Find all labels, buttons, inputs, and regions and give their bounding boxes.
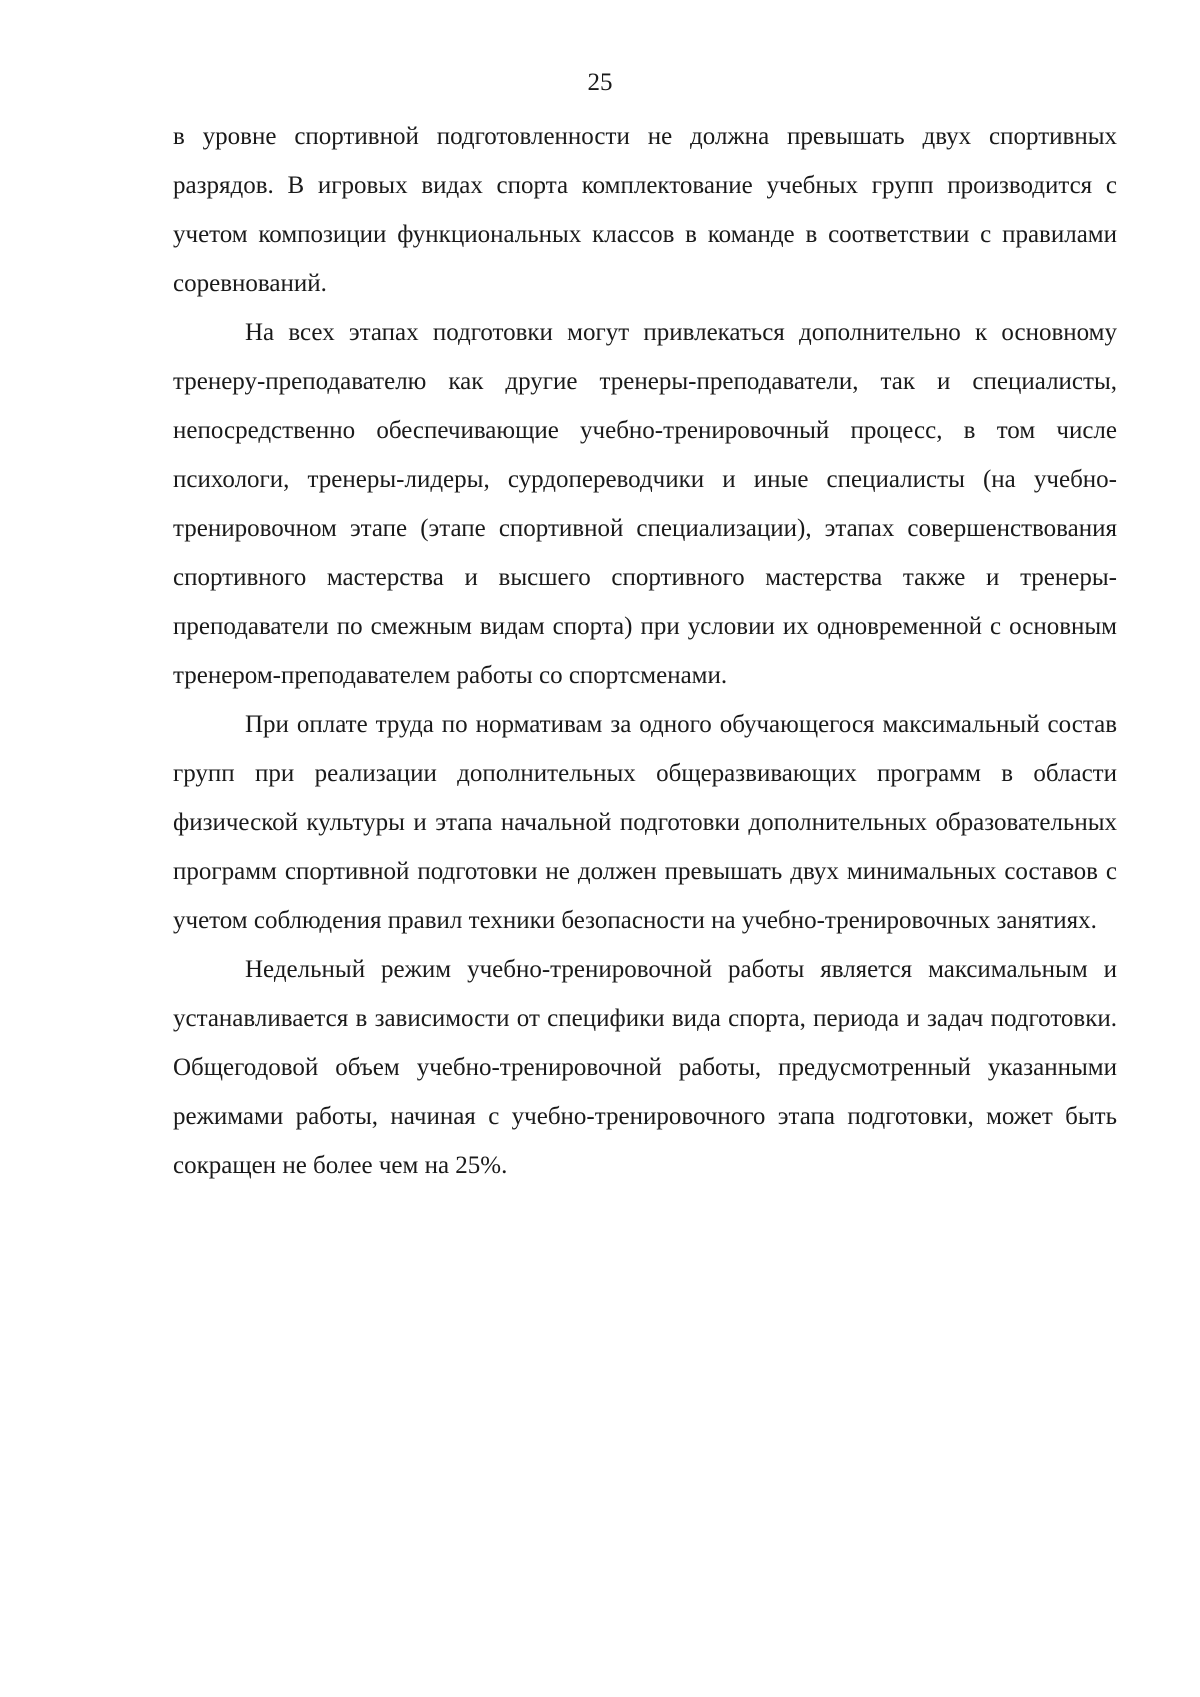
paragraph-support-staff: На всех этапах подготовки могут привлекаться дополнительно к основному тренеру-преподавателю как другие тренеры-преподаватели, так и специалисты, непосредственно обеспечивающие учебно-тренировочный процесс, в том числе психологи, тренеры-лидеры, сурдопереводчики и иные специалисты (на учебно-тренировочном этапе (этапе спортивной специализации), этапах совершенствования спортивного мастерства и высшего спортивного мастерства также и тренеры-преподаватели по смежным видам спорта) при условии их одновременной с основным тренером-преподавателем работы со спортсменами.	[173, 319, 1117, 689]
paragraph-weekly-regime: Недельный режим учебно-тренировочной работы является максимальным и устанавливается в зависимости от специфики вида спорта, периода и задач подготовки. Общегодовой объем учебно-тренировочной работы, предусмотренный указанными режимами работы, начиная с учебно-тренировочного этапа подготовки, может быть сокращен не более чем на 25%.	[173, 956, 1117, 1179]
paragraph-group-size: При оплате труда по нормативам за одного обучающегося максимальный состав групп при реализации дополнительных общеразвивающих программ в области физической культуры и этапа начальной подготовки дополнительных образовательных программ спортивной подготовки не должен превышать двух минимальных составов с учетом соблюдения правил техники безопасности на учебно-тренировочных занятиях.	[173, 711, 1117, 934]
paragraph-continuation: в уровне спортивной подготовленности не должна превышать двух спортивных разрядов. В игровых видах спорта комплектование учебных групп производится с учетом композиции функциональных классов в команде в соответствии с правилами соревнований.	[173, 123, 1117, 297]
body-text	[173, 112, 1117, 1190]
page-number: 25	[587, 69, 613, 96]
